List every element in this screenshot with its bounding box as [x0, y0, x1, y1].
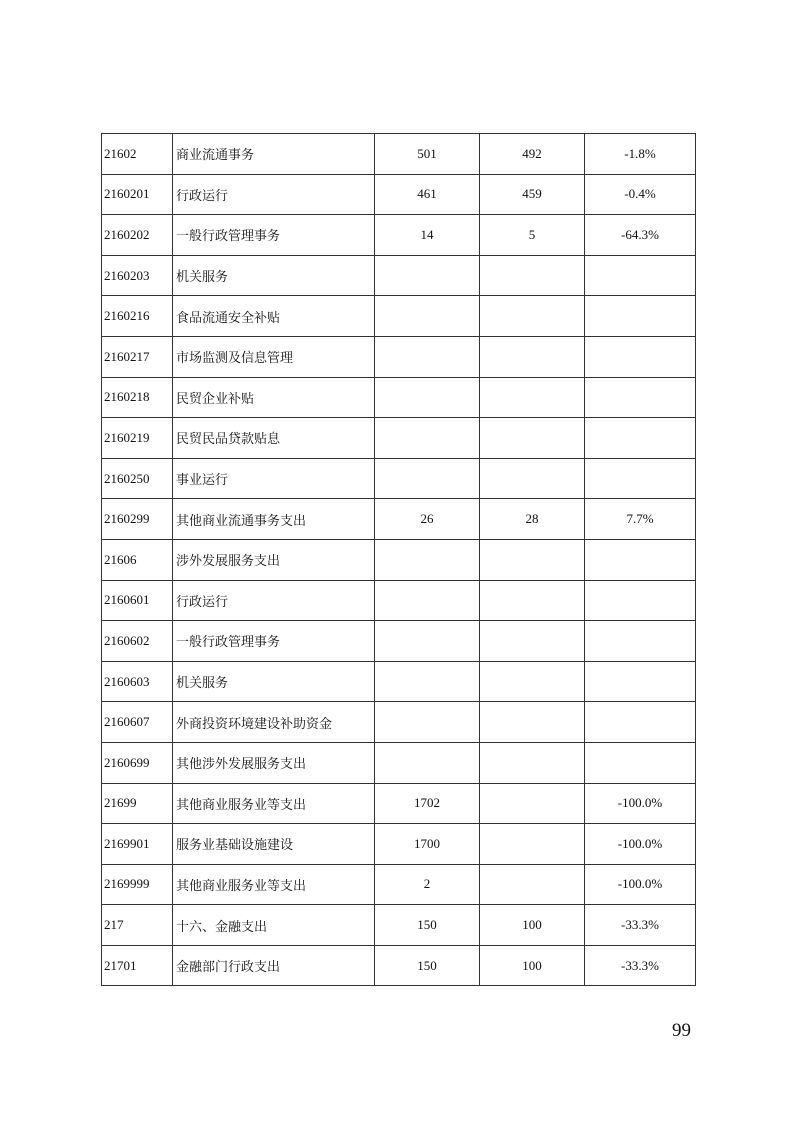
current-value: [480, 742, 585, 783]
current-value: [480, 621, 585, 662]
change-percent: [585, 742, 696, 783]
row-code: 2160699: [102, 742, 173, 783]
table-row: [102, 824, 696, 865]
change-percent: -100.0%: [585, 783, 696, 824]
row-code: 2169999: [102, 864, 173, 905]
table-row: [102, 418, 696, 459]
table-row: [102, 336, 696, 377]
prior-value: 501: [375, 134, 480, 175]
row-name: 民贸企业补贴: [173, 377, 375, 418]
table-row: [102, 580, 696, 621]
row-name: 其他商业服务业等支出: [173, 783, 375, 824]
table-row: [102, 134, 696, 175]
table-row: [102, 458, 696, 499]
table-row: [102, 945, 696, 986]
row-name: 行政运行: [173, 174, 375, 215]
row-name: 一般行政管理事务: [173, 621, 375, 662]
prior-value: 2: [375, 864, 480, 905]
prior-value: [375, 580, 480, 621]
prior-value: 150: [375, 945, 480, 986]
prior-value: [375, 336, 480, 377]
table-row: [102, 905, 696, 946]
row-name: 其他商业流通事务支出: [173, 499, 375, 540]
change-percent: [585, 458, 696, 499]
row-name: 服务业基础设施建设: [173, 824, 375, 865]
row-code: 2160602: [102, 621, 173, 662]
row-name: 行政运行: [173, 580, 375, 621]
current-value: [480, 864, 585, 905]
current-value: 28: [480, 499, 585, 540]
change-percent: [585, 702, 696, 743]
row-code: 2160299: [102, 499, 173, 540]
prior-value: [375, 255, 480, 296]
table-row: [102, 255, 696, 296]
row-code: 2160219: [102, 418, 173, 459]
current-value: [480, 661, 585, 702]
change-percent: [585, 296, 696, 337]
row-code: 2160218: [102, 377, 173, 418]
row-code: 2160203: [102, 255, 173, 296]
table-row: [102, 296, 696, 337]
change-percent: [585, 377, 696, 418]
row-code: 2160607: [102, 702, 173, 743]
table-row: [102, 499, 696, 540]
change-percent: -33.3%: [585, 945, 696, 986]
row-name: 外商投资环境建设补助资金: [173, 702, 375, 743]
change-percent: [585, 580, 696, 621]
prior-value: 461: [375, 174, 480, 215]
change-percent: 7.7%: [585, 499, 696, 540]
change-percent: -1.8%: [585, 134, 696, 175]
prior-value: 1702: [375, 783, 480, 824]
row-name: 其他涉外发展服务支出: [173, 742, 375, 783]
current-value: [480, 418, 585, 459]
current-value: 100: [480, 945, 585, 986]
row-code: 2160601: [102, 580, 173, 621]
table-row: [102, 864, 696, 905]
row-name: 金融部门行政支出: [173, 945, 375, 986]
row-name: 涉外发展服务支出: [173, 539, 375, 580]
current-value: 492: [480, 134, 585, 175]
row-name: 一般行政管理事务: [173, 215, 375, 256]
row-name: 机关服务: [173, 255, 375, 296]
budget-table: [101, 133, 696, 986]
current-value: [480, 580, 585, 621]
current-value: [480, 824, 585, 865]
row-code: 21606: [102, 539, 173, 580]
current-value: [480, 539, 585, 580]
table-row: [102, 539, 696, 580]
current-value: [480, 458, 585, 499]
change-percent: -0.4%: [585, 174, 696, 215]
change-percent: [585, 418, 696, 459]
row-code: 217: [102, 905, 173, 946]
row-code: 21602: [102, 134, 173, 175]
prior-value: 26: [375, 499, 480, 540]
row-name: 事业运行: [173, 458, 375, 499]
change-percent: -100.0%: [585, 864, 696, 905]
change-percent: -64.3%: [585, 215, 696, 256]
prior-value: [375, 702, 480, 743]
row-code: 2160217: [102, 336, 173, 377]
change-percent: -33.3%: [585, 905, 696, 946]
prior-value: [375, 661, 480, 702]
table-row: [102, 377, 696, 418]
table-row: [102, 621, 696, 662]
prior-value: [375, 621, 480, 662]
current-value: [480, 336, 585, 377]
change-percent: [585, 255, 696, 296]
prior-value: [375, 296, 480, 337]
page-number: 99: [672, 1020, 691, 1041]
row-name: 商业流通事务: [173, 134, 375, 175]
row-code: 21701: [102, 945, 173, 986]
row-code: 2160202: [102, 215, 173, 256]
change-percent: [585, 661, 696, 702]
row-name: 市场监测及信息管理: [173, 336, 375, 377]
row-code: 2160603: [102, 661, 173, 702]
table-row: [102, 661, 696, 702]
row-code: 2169901: [102, 824, 173, 865]
prior-value: [375, 377, 480, 418]
current-value: 5: [480, 215, 585, 256]
current-value: [480, 296, 585, 337]
row-code: 2160250: [102, 458, 173, 499]
prior-value: [375, 458, 480, 499]
table-row: [102, 215, 696, 256]
table-row: [102, 783, 696, 824]
current-value: 100: [480, 905, 585, 946]
change-percent: -100.0%: [585, 824, 696, 865]
prior-value: [375, 742, 480, 783]
current-value: [480, 377, 585, 418]
table-row: [102, 174, 696, 215]
change-percent: [585, 621, 696, 662]
change-percent: [585, 336, 696, 377]
table-row: [102, 702, 696, 743]
row-name: 机关服务: [173, 661, 375, 702]
prior-value: [375, 418, 480, 459]
row-name: 十六、金融支出: [173, 905, 375, 946]
row-code: 2160201: [102, 174, 173, 215]
row-name: 其他商业服务业等支出: [173, 864, 375, 905]
prior-value: [375, 539, 480, 580]
prior-value: 1700: [375, 824, 480, 865]
prior-value: 14: [375, 215, 480, 256]
current-value: [480, 783, 585, 824]
current-value: 459: [480, 174, 585, 215]
change-percent: [585, 539, 696, 580]
row-name: 食品流通安全补贴: [173, 296, 375, 337]
row-code: 21699: [102, 783, 173, 824]
table-row: [102, 742, 696, 783]
current-value: [480, 702, 585, 743]
row-name: 民贸民品贷款贴息: [173, 418, 375, 459]
row-code: 2160216: [102, 296, 173, 337]
prior-value: 150: [375, 905, 480, 946]
current-value: [480, 255, 585, 296]
